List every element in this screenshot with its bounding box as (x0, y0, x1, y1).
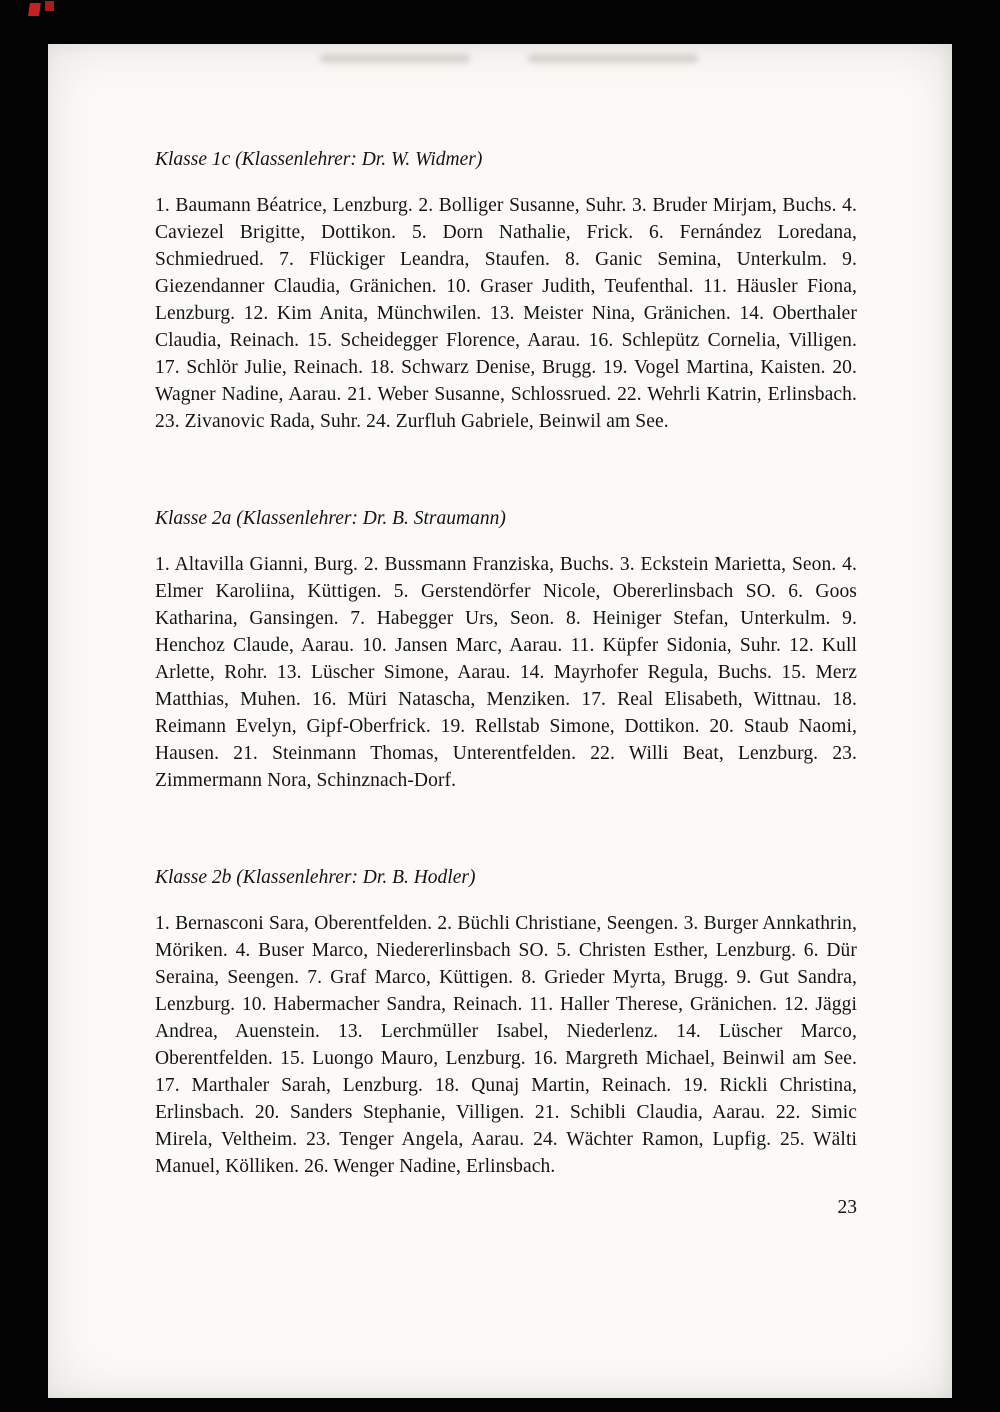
student-list-klasse-2a: 1. Altavilla Gianni, Burg. 2. Bussmann Franziska, Buchs. 3. Eckstein Marietta, Seon. 4. Elmer Karoliina, Küttigen. 5. Gerstendörfer Nicole, Obererlinsbach SO. 6. Goos Katharina, Gansingen. 7. Habegger Urs, Seon. 8. Heiniger Stefan, Unterkulm. 9. Henchoz Claude, Aarau. 10. Jansen Marc, Aarau. 11. Küpfer Sidonia, Suhr. 12. Kull Arlette, Rohr. 13. Lüscher Simone, Aarau. 14. Mayrhofer Regula, Buchs. 15. Merz Matthias, Muhen. 16. Müri Natascha, Menziken. 17. Real Elisabeth, Wittnau. 18. Reimann Evelyn, Gipf-Oberfrick. 19. Rellstab Simone, Dottikon. 20. Staub Naomi, Hausen. 21. Steinmann Thomas, Unterentfelden. 22. Willi Beat, Lenzburg. 23. Zimmermann Nora, Schinznach-Dorf. (155, 554, 857, 791)
student-list-klasse-2b: 1. Bernasconi Sara, Oberentfelden. 2. Büchli Christiane, Seengen. 3. Burger Annkathrin, Möriken. 4. Buser Marco, Niedererlinsbach SO. 5. Christen Esther, Lenzburg. 6. Dür Seraina, Seengen. 7. Graf Marco, Küttigen. 8. Grieder Myrta, Brugg. 9. Gut Sandra, Lenzburg. 10. Habermacher Sandra, Reinach. 11. Haller Therese, Gränichen. 12. Jäggi Andrea, Auenstein. 13. Lerchmüller Isabel, Niederlenz. 14. Lüscher Marco, Oberentfelden. 15. Luongo Mauro, Lenzburg. 16. Margreth Michael, Beinwil am See. 17. Marthaler Sarah, Lenzburg. 18. Qunaj Martin, Reinach. 19. Rickli Christina, Erlinsbach. 20. Sanders Stephanie, Villigen. 21. Schibli Claudia, Aarau. 22. Simic Mirela, Veltheim. 23. Tenger Angela, Aarau. 24. Wächter Ramon, Lupfig. 25. Wälti Manuel, Kölliken. 26. Wenger Nadine, Erlinsbach. (155, 913, 857, 1177)
section-heading-klasse-2a: Klasse 2a (Klassenlehrer: Dr. B. Straumann) (155, 508, 506, 529)
page-number: 23 (837, 1197, 857, 1218)
scan-artifact-red-mark (45, 1, 54, 11)
book-page (48, 44, 952, 1398)
section-heading-klasse-2b: Klasse 2b (Klassenlehrer: Dr. B. Hodler) (155, 867, 476, 888)
student-list-klasse-1c: 1. Baumann Béatrice, Lenzburg. 2. Bolliger Susanne, Suhr. 3. Bruder Mirjam, Buchs. 4. Caviezel Brigitte, Dottikon. 5. Dorn Nathalie, Frick. 6. Fernández Loredana, Schmiedrued. 7. Flückiger Leandra, Staufen. 8. Ganic Semina, Unterkulm. 9. Giezendanner Claudia, Gränichen. 10. Graser Judith, Teufenthal. 11. Häusler Fiona, Lenzburg. 12. Kim Anita, Münchwilen. 13. Meister Nina, Gränichen. 14. Oberthaler Claudia, Reinach. 15. Scheidegger Florence, Aarau. 16. Schlepütz Cornelia, Villigen. 17. Schlör Julie, Reinach. 18. Schwarz Denise, Brugg. 19. Vogel Martina, Kaisten. 20. Wagner Nadine, Aarau. 21. Weber Susanne, Schlossrued. 22. Wehrli Katrin, Erlinsbach. 23. Zivanovic Rada, Suhr. 24. Zurfluh Gabriele, Beinwil am See. (155, 195, 857, 432)
page-content (155, 44, 857, 1221)
scan-artifact-red-mark (28, 3, 41, 16)
section-heading-klasse-1c: Klasse 1c (Klassenlehrer: Dr. W. Widmer) (155, 149, 483, 170)
